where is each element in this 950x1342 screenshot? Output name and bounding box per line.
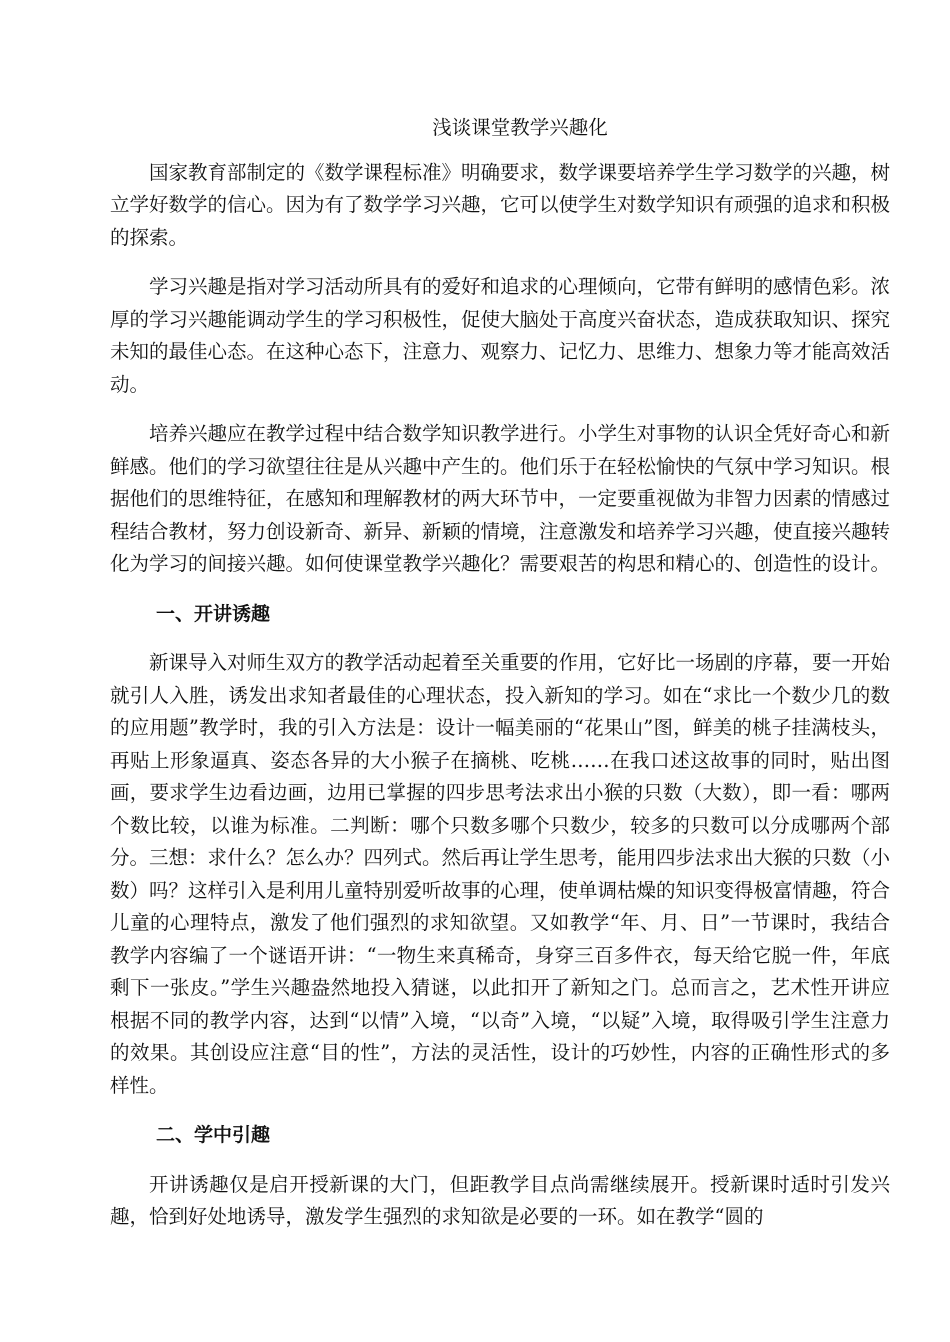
intro-paragraph-1: 国家教育部制定的《数学课程标准》明确要求，数学课要培养学生学习数学的兴趣，树立学好数学的信心。因为有了数学学习兴趣，它可以使学生对数学知识有顽强的追求和积极的探索。 bbox=[110, 160, 891, 249]
intro-paragraph-3: 培养兴趣应在教学过程中结合数学知识教学进行。小学生对事物的认识全凭好奇心和新鲜感。他们的学习欲望往往是从兴趣中产生的。他们乐于在轻松愉快的气氛中学习知识。根据他们的思维特征，在感知和理解教材的两大环节中，一定要重视做为非智力因素的情感过程结合教材，努力创设新奇、新异、新颖的情境，注意激发和培养学习兴趣，使直接兴趣转化为学习的间接兴趣。如何使课堂教学兴趣化？需要艰苦的构思和精心的、创造性的设计。 bbox=[110, 422, 891, 575]
intro-paragraph-2: 学习兴趣是指对学习活动所具有的爱好和追求的心理倾向，它带有鲜明的感情色彩。浓厚的学习兴趣能调动学生的学习积极性，促使大脑处于高度兴奋状态，造成获取知识、探究未知的最佳心态。在这种心态下，注意力、观察力、记忆力、思维力、想象力等才能高效活动。 bbox=[110, 275, 891, 396]
section-heading-2: 二、学中引趣 bbox=[156, 1124, 271, 1146]
section-1-paragraph: 新课导入对师生双方的教学活动起着至关重要的作用，它好比一场剧的序幕，要一开始就引人入胜，诱发出求知者最佳的心理状态，投入新知的学习。如在“求比一个数少几的数的应用题”教学时，我的引入方法是：设计一幅美丽的“花果山”图，鲜美的桃子挂满枝头，再贴上形象逼真、姿态各异的大小猴子在摘桃、吃桃……在我口述这故事的同时，贴出图画，要求学生边看边画，边用已掌握的四步思考法求出小猴的只数（大数），即一看：哪两个数比较，以谁为标准。二判断：哪个只数多哪个只数少，较多的只数可以分成哪两个部分。三想：求什么？怎么办？四列式。然后再让学生思考，能用四步法求出大猴的只数（小数）吗？这样引入是利用儿童特别爱听故事的心理，使单调枯燥的知识变得极富情趣，符合儿童的心理特点，激发了他们强烈的求知欲望。又如教学“年、月、日”一节课时，我结合教学内容编了一个谜语开讲：“一物生来真稀奇，身穿三百多件衣，每天给它脱一件，年底剩下一张皮。”学生兴趣盎然地投入猜谜，以此扣开了新知之门。总而言之，艺术性开讲应根据不同的教学内容，达到“以情”入境，“以奇”入境，“以疑”入境，取得吸引学生注意力的效果。其创设应注意“目的性”，方法的灵活性，设计的巧妙性，内容的正确性形式的多样性。 bbox=[110, 651, 891, 1097]
document-title: 浅谈课堂教学兴趣化 bbox=[432, 116, 608, 139]
section-2-paragraph: 开讲诱趣仅是启开授新课的大门，但距教学目点尚需继续展开。授新课时适时引发兴趣，恰到好处地诱导，激发学生强烈的求知欲是必要的一环。如在教学“圆的 bbox=[110, 1172, 890, 1228]
document-body bbox=[110, 112, 890, 1251]
section-heading-1: 一、开讲诱趣 bbox=[156, 602, 271, 625]
